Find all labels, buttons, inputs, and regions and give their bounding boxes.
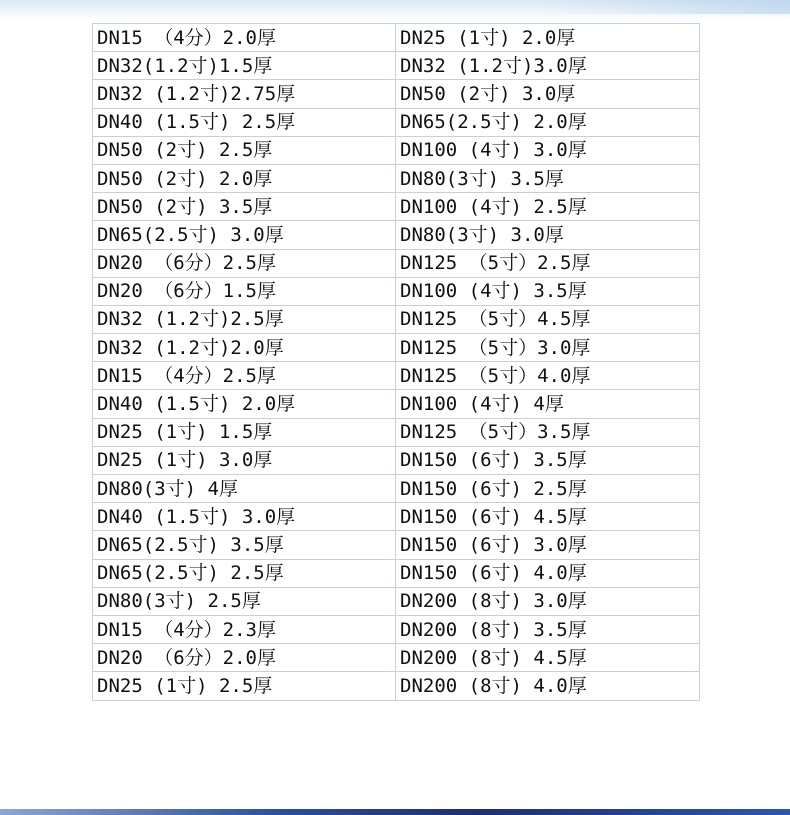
table-cell: DN25 (1寸) 2.5厚 bbox=[93, 672, 396, 700]
table-cell: DN32 (1.2寸)3.0厚 bbox=[396, 52, 700, 80]
table-row bbox=[93, 615, 700, 643]
table-cell: DN150 (6寸) 4.0厚 bbox=[396, 559, 700, 587]
table-cell: DN80(3寸) 3.5厚 bbox=[396, 164, 700, 192]
table-row bbox=[93, 305, 700, 333]
table-cell: DN125 （5寸）3.0厚 bbox=[396, 334, 700, 362]
table-row bbox=[93, 503, 700, 531]
table-cell: DN65(2.5寸) 3.5厚 bbox=[93, 531, 396, 559]
table-cell: DN80(3寸) 4厚 bbox=[93, 475, 396, 503]
table-cell: DN15 （4分）2.5厚 bbox=[93, 362, 396, 390]
table-cell: DN150 (6寸) 2.5厚 bbox=[396, 475, 700, 503]
table-row bbox=[93, 193, 700, 221]
table-cell: DN80(3寸) 2.5厚 bbox=[93, 587, 396, 615]
table-cell: DN32 (1.2寸)2.0厚 bbox=[93, 334, 396, 362]
table-row bbox=[93, 390, 700, 418]
table-cell: DN32 (1.2寸)2.5厚 bbox=[93, 305, 396, 333]
table-cell: DN200 (8寸) 3.0厚 bbox=[396, 587, 700, 615]
table-row bbox=[93, 475, 700, 503]
table-cell: DN50 (2寸) 2.0厚 bbox=[93, 164, 396, 192]
table-cell: DN150 (6寸) 4.5厚 bbox=[396, 503, 700, 531]
table-cell: DN50 (2寸) 3.0厚 bbox=[396, 80, 700, 108]
table-row bbox=[93, 277, 700, 305]
table-row bbox=[93, 362, 700, 390]
pipe-spec-table-body bbox=[93, 24, 700, 701]
table-cell: DN40 (1.5寸) 2.5厚 bbox=[93, 108, 396, 136]
table-cell: DN65(2.5寸) 3.0厚 bbox=[93, 221, 396, 249]
table-cell: DN200 (8寸) 4.5厚 bbox=[396, 644, 700, 672]
table-row bbox=[93, 587, 700, 615]
table-row bbox=[93, 24, 700, 52]
table-cell: DN40 (1.5寸) 2.0厚 bbox=[93, 390, 396, 418]
table-cell: DN50 (2寸) 2.5厚 bbox=[93, 136, 396, 164]
table-cell: DN100 (4寸) 3.0厚 bbox=[396, 136, 700, 164]
table-cell: DN125 （5寸）3.5厚 bbox=[396, 418, 700, 446]
table-cell: DN40 (1.5寸) 3.0厚 bbox=[93, 503, 396, 531]
table-row bbox=[93, 531, 700, 559]
table-cell: DN100 (4寸) 3.5厚 bbox=[396, 277, 700, 305]
table-cell: DN32(1.2寸)1.5厚 bbox=[93, 52, 396, 80]
table-cell: DN150 (6寸) 3.5厚 bbox=[396, 446, 700, 474]
table-cell: DN100 (4寸) 4厚 bbox=[396, 390, 700, 418]
table-cell: DN25 (1寸) 3.0厚 bbox=[93, 446, 396, 474]
table-cell: DN25 (1寸) 2.0厚 bbox=[396, 24, 700, 52]
bottom-decorative-band bbox=[0, 809, 790, 815]
table-row bbox=[93, 108, 700, 136]
table-cell: DN150 (6寸) 3.0厚 bbox=[396, 531, 700, 559]
table-cell: DN125 （5寸）2.5厚 bbox=[396, 249, 700, 277]
table-row bbox=[93, 80, 700, 108]
table-cell: DN20 （6分）2.0厚 bbox=[93, 644, 396, 672]
table-row bbox=[93, 221, 700, 249]
table-row bbox=[93, 52, 700, 80]
table-cell: DN65(2.5寸) 2.5厚 bbox=[93, 559, 396, 587]
table-row bbox=[93, 559, 700, 587]
table-row bbox=[93, 644, 700, 672]
table-cell: DN20 （6分）2.5厚 bbox=[93, 249, 396, 277]
table-cell: DN50 (2寸) 3.5厚 bbox=[93, 193, 396, 221]
table-cell: DN125 （5寸）4.5厚 bbox=[396, 305, 700, 333]
table-row bbox=[93, 672, 700, 700]
table-cell: DN20 （6分）1.5厚 bbox=[93, 277, 396, 305]
table-row bbox=[93, 418, 700, 446]
table-cell: DN80(3寸) 3.0厚 bbox=[396, 221, 700, 249]
table-row bbox=[93, 249, 700, 277]
table-row bbox=[93, 136, 700, 164]
top-decorative-band bbox=[0, 0, 790, 22]
table-row bbox=[93, 164, 700, 192]
table-cell: DN25 (1寸) 1.5厚 bbox=[93, 418, 396, 446]
table-cell: DN15 （4分）2.3厚 bbox=[93, 615, 396, 643]
table-cell: DN65(2.5寸) 2.0厚 bbox=[396, 108, 700, 136]
pipe-spec-table bbox=[92, 23, 700, 701]
table-cell: DN200 (8寸) 4.0厚 bbox=[396, 672, 700, 700]
table-row bbox=[93, 446, 700, 474]
table-row bbox=[93, 334, 700, 362]
table-cell: DN100 (4寸) 2.5厚 bbox=[396, 193, 700, 221]
table-cell: DN15 （4分）2.0厚 bbox=[93, 24, 396, 52]
table-cell: DN200 (8寸) 3.5厚 bbox=[396, 615, 700, 643]
table-cell: DN32 (1.2寸)2.75厚 bbox=[93, 80, 396, 108]
table-cell: DN125 （5寸）4.0厚 bbox=[396, 362, 700, 390]
